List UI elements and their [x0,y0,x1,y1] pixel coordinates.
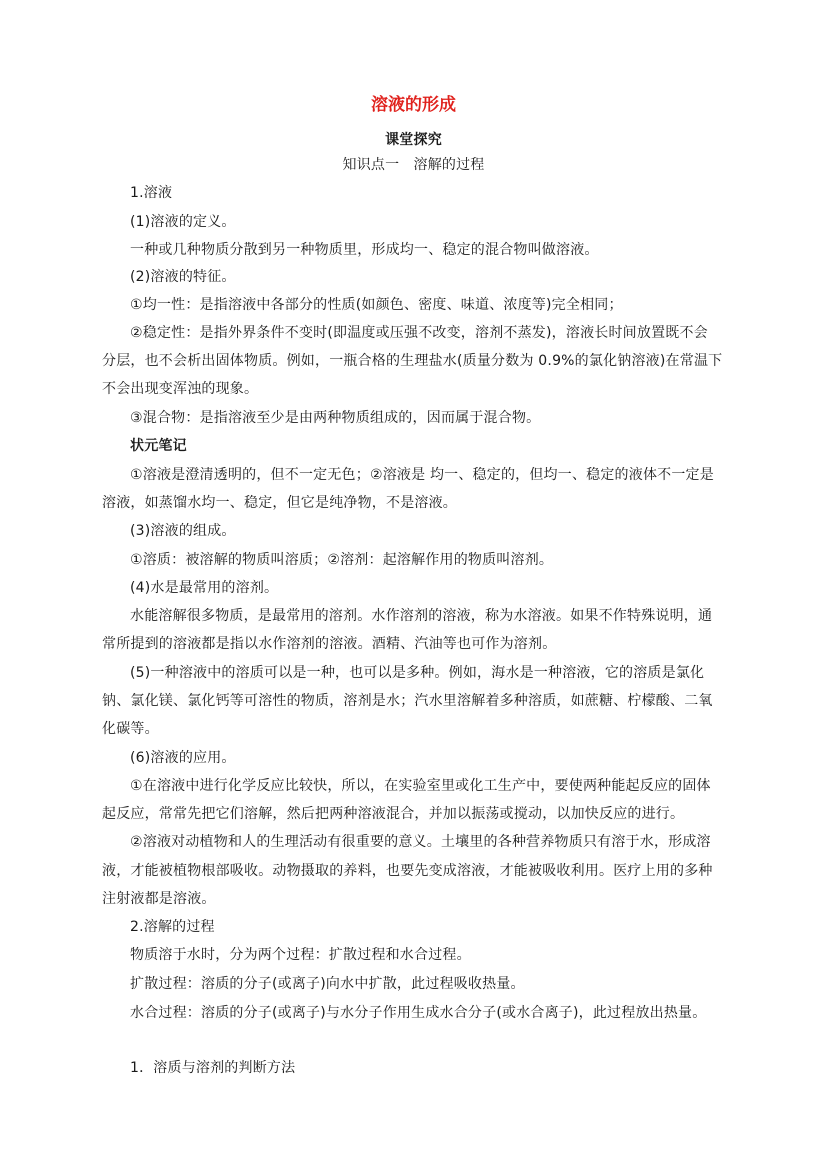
notes-heading: 状元笔记 [130,438,187,454]
paragraph-line: ②溶液对动植物和人的生理活动有很重要的意义。土壤里的各种营养物质只有溶于水，形成溶 [130,834,711,850]
paragraph-line: (1)溶液的定义。 [130,214,236,230]
paragraph-line: 溶液，如蒸馏水均一、稳定，但它是纯净物，不是溶液。 [102,495,457,511]
paragraph-line: 常所提到的溶液都是指以水作溶剂的溶液。酒精、汽油等也可作为溶剂。 [102,636,557,652]
paragraph-line: 分层，也不会析出固体物质。例如，一瓶合格的生理盐水(质量分数为 0.9%的氯化钠溶液)在常温下 [102,353,723,369]
paragraph-line: 水能溶解很多物质，是最常用的溶剂。水作溶剂的溶液，称为水溶液。如果不作特殊说明，通 [130,608,713,624]
paragraph-line: ①溶液是澄清透明的，但不一定无色；②溶液是 均一、稳定的，但均一、稳定的液体不一定是 [130,467,714,483]
paragraph-line: (2)溶液的特征。 [130,269,236,285]
paragraph-line: 2.溶解的过程 [130,919,215,935]
paragraph-line: 1.溶液 [130,185,173,201]
paragraph-line: 钠、氯化镁、氯化钙等可溶性的物质，溶剂是水；汽水里溶解着多种溶质，如蔗糖、柠檬酸、二氧 [102,693,713,709]
paragraph-line: 起反应，常常先把它们溶解，然后把两种溶液混合，并加以振荡或搅动，以加快反应的进行。 [102,806,685,822]
section-heading: 课堂探究 [385,132,442,148]
page-title: 溶液的形成 [371,95,456,115]
paragraph-line: (5)一种溶液中的溶质可以是一种，也可以是多种。例如，海水是一种溶液，它的溶质是氯化 [130,665,705,681]
paragraph-line: 一种或几种物质分散到另一种物质里，形成均一、稳定的混合物叫做溶液。 [130,242,599,258]
paragraph-line: 水合过程：溶质的分子(或离子)与水分子作用生成水合分子(或水合离子)，此过程放出热量。 [130,1005,707,1021]
paragraph-line: 物质溶于水时，分为两个过程：扩散过程和水合过程。 [130,947,471,963]
paragraph-line: (4)水是最常用的溶剂。 [130,580,279,596]
paragraph-line: 1．溶质与溶剂的判断方法 [130,1060,296,1076]
paragraph-line: (6)溶液的应用。 [130,750,236,766]
paragraph-line: ②稳定性：是指外界条件不变时(即温度或压强不改变，溶剂不蒸发)，溶液长时间放置既不会 [130,325,708,341]
subheading: 知识点一 溶解的过程 [342,157,485,173]
paragraph-line: 液，才能被植物根部吸收。动物摄取的养料，也要先变成溶液，才能被吸收利用。医疗上用的多种 [102,863,713,879]
paragraph-line: (3)溶液的组成。 [130,523,236,539]
paragraph-line: ③混合物：是指溶液至少是由两种物质组成的，因而属于混合物。 [130,410,541,426]
paragraph-line: ①溶质：被溶解的物质叫溶质；②溶剂：起溶解作用的物质叫溶剂。 [130,552,554,568]
paragraph-line: ①在溶液中进行化学反应比较快，所以，在实验室里或化工生产中，要使两种能起反应的固体 [130,778,711,794]
paragraph-line: 不会出现变浑浊的现象。 [102,381,259,397]
paragraph-line: 化碳等。 [102,721,159,737]
paragraph-line: 注射液都是溶液。 [102,891,216,907]
paragraph-line: 扩散过程：溶质的分子(或离子)向水中扩散，此过程吸收热量。 [130,976,525,992]
paragraph-line: ①均一性：是指溶液中各部分的性质(如颜色、密度、味道、浓度等)完全相同； [130,297,623,313]
